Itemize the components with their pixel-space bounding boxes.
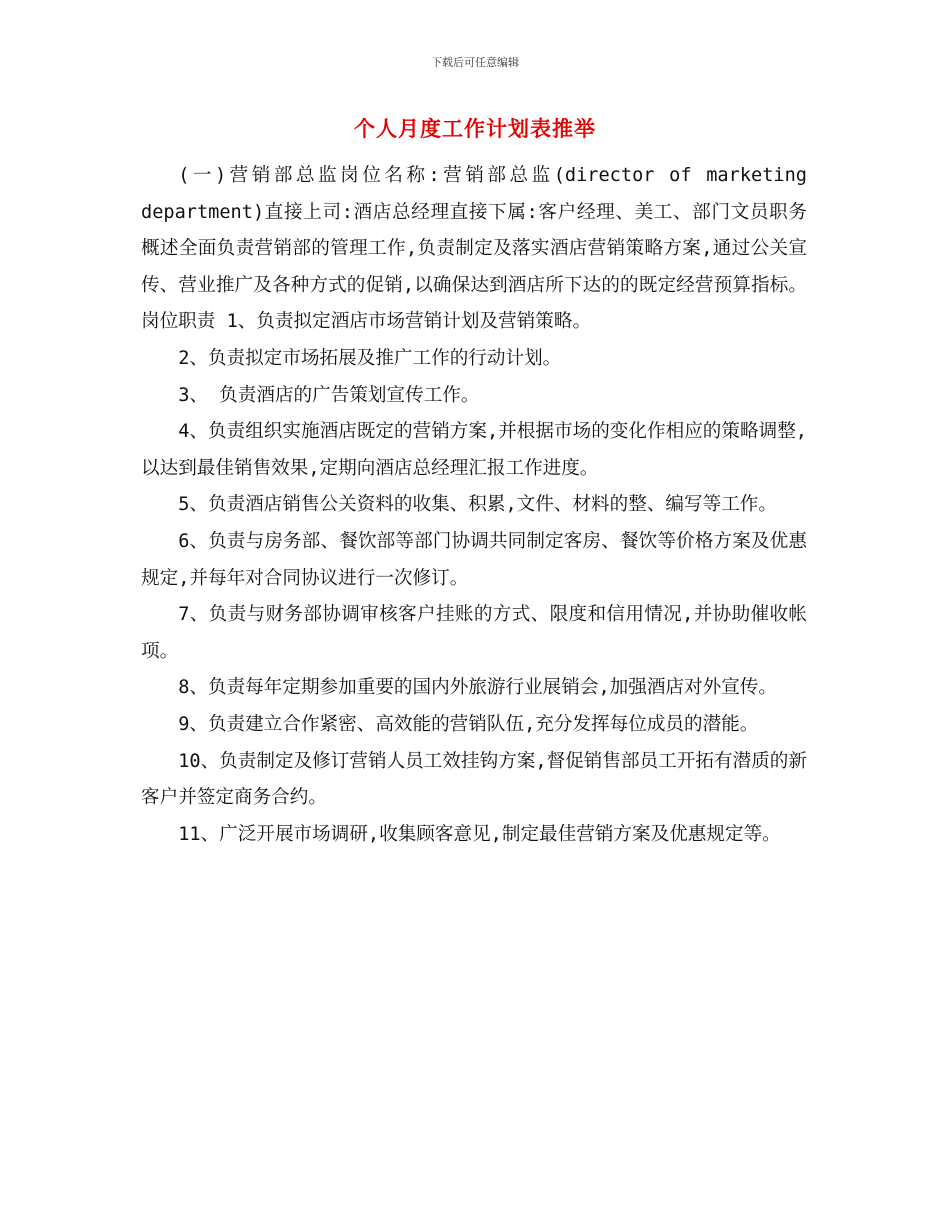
paragraph-3: 3、 负责酒店的广告策划宣传工作。 [178,384,480,406]
document-body [141,158,807,853]
paragraph-9: 9、负责建立合作紧密、高效能的营销队伍,充分发挥每位成员的潜能。 [178,713,759,735]
page-header-note: 下载后可任意编辑 [431,56,519,69]
paragraph-1: (一)营销部总监岗位名称:营销部总监(director of marketing department)直接上司:酒店总经理直接下属:客户经理、美工、部门文员职务概述全面负责营销部的管理工作,负责制定及落实酒店营销策略方案,通过公关宣传、营业推广及各种方式的促销,以确保达到酒店所下达的的既定经营预算指标。岗位职责 1、负责拟定酒店市场营销计划及营销策略。 [141,165,807,333]
paragraph-2: 2、负责拟定市场拓展及推广工作的行动计划。 [178,347,562,369]
paragraph-4: 4、负责组织实施酒店既定的营销方案,并根据市场的变化作相应的策略调整,以达到最佳销售效果,定期向酒店总经理汇报工作进度。 [141,421,807,479]
paragraph-6: 6、负责与房务部、餐饮部等部门协调共同制定客房、餐饮等价格方案及优惠规定,并每年对合同协议进行一次修订。 [141,530,807,589]
paragraph-11: 11、广泛开展市场调研,收集顾客意见,制定最佳营销方案及优惠规定等。 [178,823,781,845]
paragraph-7: 7、负责与财务部协调审核客户挂账的方式、限度和信用情况,并协助催收帐项。 [141,604,807,662]
document-title: 个人月度工作计划表推举 [354,117,596,141]
paragraph-5: 5、负责酒店销售公关资料的收集、积累,文件、材料的整、编写等工作。 [178,494,777,516]
paragraph-8: 8、负责每年定期参加重要的国内外旅游行业展销会,加强酒店对外宣传。 [178,677,777,699]
paragraph-10: 10、负责制定及修订营销人员工效挂钩方案,督促销售部员工开拓有潜质的新客户并签定商务合约。 [141,750,807,809]
